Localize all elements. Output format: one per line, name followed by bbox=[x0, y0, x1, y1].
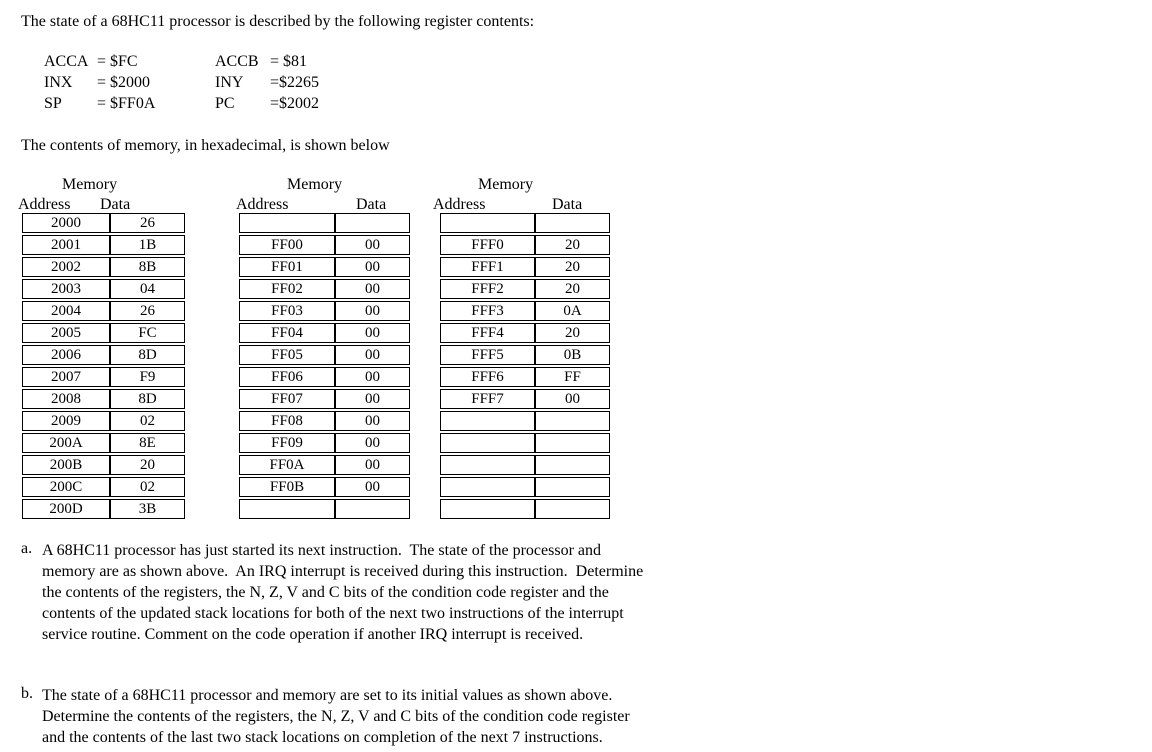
memory-table-row bbox=[239, 345, 410, 365]
memory-table-title: Memory bbox=[62, 176, 118, 193]
memory-table-row bbox=[22, 323, 185, 343]
memory-table-row bbox=[22, 411, 185, 431]
question-line: service routine. Comment on the code operation if another IRQ interrupt is received. bbox=[42, 626, 584, 643]
memory-data-cell: 00 bbox=[335, 323, 410, 343]
memory-data-cell: 0B bbox=[535, 345, 610, 365]
memory-address-cell: FF07 bbox=[239, 389, 335, 409]
page-title: The state of a 68HC11 processor is described by the following register contents: bbox=[21, 13, 535, 30]
memory-table-row bbox=[440, 301, 610, 321]
memory-data-cell: 00 bbox=[335, 235, 410, 255]
memory-data-cell: 00 bbox=[335, 257, 410, 277]
memory-address-cell: FF0A bbox=[239, 455, 335, 475]
question-line: A 68HC11 processor has just started its next instruction. The state of the processor and bbox=[42, 542, 602, 559]
question-line: The state of a 68HC11 processor and memory are set to its initial values as shown above. bbox=[42, 687, 613, 704]
memory-data-cell: 1B bbox=[110, 235, 185, 255]
memory-address-cell: FFF3 bbox=[440, 301, 535, 321]
memory-data-cell: 26 bbox=[110, 301, 185, 321]
memory-address-cell: FFF7 bbox=[440, 389, 535, 409]
register-row bbox=[0, 53, 420, 74]
memory-table-row bbox=[239, 235, 410, 255]
memory-address-cell bbox=[440, 433, 535, 453]
memory-table-row bbox=[22, 301, 185, 321]
memory-table-row bbox=[22, 455, 185, 475]
memory-address-cell bbox=[440, 411, 535, 431]
memory-data-cell: 8D bbox=[110, 389, 185, 409]
memory-table-row bbox=[239, 213, 410, 233]
memory-address-cell: 2003 bbox=[22, 279, 110, 299]
memory-data-cell: 04 bbox=[110, 279, 185, 299]
memory-address-cell: FF09 bbox=[239, 433, 335, 453]
memory-address-cell: FF0B bbox=[239, 477, 335, 497]
memory-data-cell bbox=[535, 411, 610, 431]
data-column-header: Data bbox=[100, 196, 131, 213]
memory-data-cell: F9 bbox=[110, 367, 185, 387]
memory-data-cell bbox=[535, 213, 610, 233]
memory-address-cell: FFF2 bbox=[440, 279, 535, 299]
memory-data-cell: 00 bbox=[335, 455, 410, 475]
register-name: INX bbox=[44, 74, 73, 91]
register-value: = $FC bbox=[97, 53, 138, 70]
memory-address-cell: 200B bbox=[22, 455, 110, 475]
memory-table-3 bbox=[440, 213, 610, 521]
memory-table-row bbox=[239, 279, 410, 299]
memory-table-row bbox=[22, 213, 185, 233]
memory-address-cell: FFF0 bbox=[440, 235, 535, 255]
memory-address-cell bbox=[440, 455, 535, 475]
memory-table-row bbox=[440, 411, 610, 431]
memory-data-cell bbox=[535, 499, 610, 519]
question-text bbox=[42, 685, 630, 748]
memory-data-cell: 8B bbox=[110, 257, 185, 277]
memory-data-cell: FF bbox=[535, 367, 610, 387]
memory-data-cell: 20 bbox=[535, 279, 610, 299]
memory-address-cell: 200A bbox=[22, 433, 110, 453]
data-column-header: Data bbox=[356, 196, 387, 213]
memory-table-row bbox=[22, 477, 185, 497]
memory-data-cell: 00 bbox=[335, 301, 410, 321]
memory-address-cell: 2004 bbox=[22, 301, 110, 321]
memory-data-cell: 00 bbox=[335, 477, 410, 497]
memory-address-cell bbox=[440, 213, 535, 233]
memory-table-row bbox=[239, 455, 410, 475]
question-line: the contents of the registers, the N, Z, V and C bits of the condition code register and the bbox=[42, 584, 609, 601]
memory-data-cell: 00 bbox=[335, 411, 410, 431]
memory-address-cell: FF01 bbox=[239, 257, 335, 277]
memory-address-cell: FFF5 bbox=[440, 345, 535, 365]
register-name: PC bbox=[215, 95, 235, 112]
memory-table-row bbox=[239, 323, 410, 343]
memory-table-row bbox=[440, 433, 610, 453]
question-text bbox=[42, 540, 643, 645]
memory-table-row bbox=[239, 257, 410, 277]
memory-table-row bbox=[239, 433, 410, 453]
memory-data-cell: 3B bbox=[110, 499, 185, 519]
memory-intro-text: The contents of memory, in hexadecimal, is shown below bbox=[21, 137, 390, 154]
question-line: and the contents of the last two stack locations on completion of the next 7 instructions. bbox=[42, 729, 603, 746]
register-name: SP bbox=[44, 95, 62, 112]
register-name: ACCA bbox=[44, 53, 89, 70]
memory-table-row bbox=[440, 257, 610, 277]
memory-data-cell bbox=[535, 455, 610, 475]
memory-data-cell: 00 bbox=[335, 345, 410, 365]
memory-address-cell bbox=[440, 499, 535, 519]
memory-data-cell: 20 bbox=[535, 323, 610, 343]
register-row bbox=[0, 95, 420, 116]
memory-data-cell: FC bbox=[110, 323, 185, 343]
memory-table-row bbox=[239, 389, 410, 409]
memory-address-cell: 2008 bbox=[22, 389, 110, 409]
memory-data-cell bbox=[535, 477, 610, 497]
register-name: INY bbox=[215, 74, 244, 91]
memory-address-cell: 200D bbox=[22, 499, 110, 519]
memory-table-row bbox=[22, 433, 185, 453]
memory-table-row bbox=[440, 477, 610, 497]
register-value: = $FF0A bbox=[97, 95, 156, 112]
memory-data-cell: 20 bbox=[535, 235, 610, 255]
question-marker: a. bbox=[21, 540, 33, 557]
memory-address-cell: FFF1 bbox=[440, 257, 535, 277]
memory-data-cell: 26 bbox=[110, 213, 185, 233]
memory-address-cell bbox=[440, 477, 535, 497]
memory-address-cell: 2000 bbox=[22, 213, 110, 233]
memory-table-row bbox=[239, 477, 410, 497]
memory-address-cell: FF04 bbox=[239, 323, 335, 343]
question-line: contents of the updated stack locations for both of the next two instructions of the interrupt bbox=[42, 605, 624, 622]
memory-address-cell: FFF4 bbox=[440, 323, 535, 343]
memory-data-cell: 8E bbox=[110, 433, 185, 453]
memory-data-cell: 00 bbox=[335, 367, 410, 387]
register-name: ACCB bbox=[215, 53, 259, 70]
memory-table-title: Memory bbox=[478, 176, 534, 193]
memory-table-row bbox=[440, 213, 610, 233]
memory-address-cell: FF00 bbox=[239, 235, 335, 255]
memory-data-cell bbox=[335, 499, 410, 519]
memory-table-row bbox=[22, 257, 185, 277]
memory-address-cell bbox=[239, 499, 335, 519]
question-line: Determine the contents of the registers, the N, Z, V and C bits of the condition code register bbox=[42, 708, 630, 725]
memory-address-cell: FFF6 bbox=[440, 367, 535, 387]
memory-table-title: Memory bbox=[287, 176, 343, 193]
memory-table-row bbox=[440, 367, 610, 387]
memory-table-row bbox=[440, 323, 610, 343]
memory-data-cell: 8D bbox=[110, 345, 185, 365]
memory-data-cell: 00 bbox=[335, 389, 410, 409]
memory-data-cell: 20 bbox=[110, 455, 185, 475]
memory-data-cell: 00 bbox=[335, 279, 410, 299]
memory-address-cell: 2005 bbox=[22, 323, 110, 343]
question-marker: b. bbox=[21, 685, 33, 702]
memory-address-cell: 2007 bbox=[22, 367, 110, 387]
memory-table-row bbox=[239, 499, 410, 519]
memory-table-row bbox=[440, 499, 610, 519]
register-value: =$2002 bbox=[270, 95, 320, 112]
memory-address-cell: 2006 bbox=[22, 345, 110, 365]
memory-table-row bbox=[440, 279, 610, 299]
address-column-header: Address bbox=[433, 196, 486, 213]
memory-table-row bbox=[22, 389, 185, 409]
memory-address-cell: FF06 bbox=[239, 367, 335, 387]
memory-address-cell: 2001 bbox=[22, 235, 110, 255]
memory-table-row bbox=[22, 345, 185, 365]
memory-address-cell: FF08 bbox=[239, 411, 335, 431]
question-line: memory are as shown above. An IRQ interrupt is received during this instruction. Determine bbox=[42, 563, 644, 580]
memory-address-cell bbox=[239, 213, 335, 233]
memory-address-cell: 2009 bbox=[22, 411, 110, 431]
memory-address-cell: FF05 bbox=[239, 345, 335, 365]
register-row bbox=[0, 74, 420, 95]
memory-table-row bbox=[440, 345, 610, 365]
memory-data-cell: 00 bbox=[335, 433, 410, 453]
memory-data-cell: 20 bbox=[535, 257, 610, 277]
memory-table-1 bbox=[22, 213, 185, 521]
memory-table-row bbox=[239, 367, 410, 387]
register-value: =$2265 bbox=[270, 74, 320, 91]
memory-table-row bbox=[22, 235, 185, 255]
memory-address-cell: 200C bbox=[22, 477, 110, 497]
memory-table-row bbox=[440, 455, 610, 475]
memory-table-row bbox=[22, 279, 185, 299]
memory-data-cell bbox=[335, 213, 410, 233]
memory-address-cell: FF02 bbox=[239, 279, 335, 299]
register-value: = $81 bbox=[270, 53, 308, 70]
memory-table-2 bbox=[239, 213, 410, 521]
memory-address-cell: FF03 bbox=[239, 301, 335, 321]
memory-table-row bbox=[440, 389, 610, 409]
memory-table-row bbox=[22, 499, 185, 519]
memory-table-row bbox=[440, 235, 610, 255]
memory-data-cell bbox=[535, 433, 610, 453]
address-column-header: Address bbox=[18, 196, 71, 213]
address-column-header: Address bbox=[236, 196, 289, 213]
data-column-header: Data bbox=[552, 196, 583, 213]
memory-data-cell: 02 bbox=[110, 477, 185, 497]
memory-data-cell: 0A bbox=[535, 301, 610, 321]
memory-data-cell: 00 bbox=[535, 389, 610, 409]
memory-table-row bbox=[239, 411, 410, 431]
memory-table-row bbox=[239, 301, 410, 321]
memory-address-cell: 2002 bbox=[22, 257, 110, 277]
register-value: = $2000 bbox=[97, 74, 151, 91]
memory-table-row bbox=[22, 367, 185, 387]
memory-data-cell: 02 bbox=[110, 411, 185, 431]
